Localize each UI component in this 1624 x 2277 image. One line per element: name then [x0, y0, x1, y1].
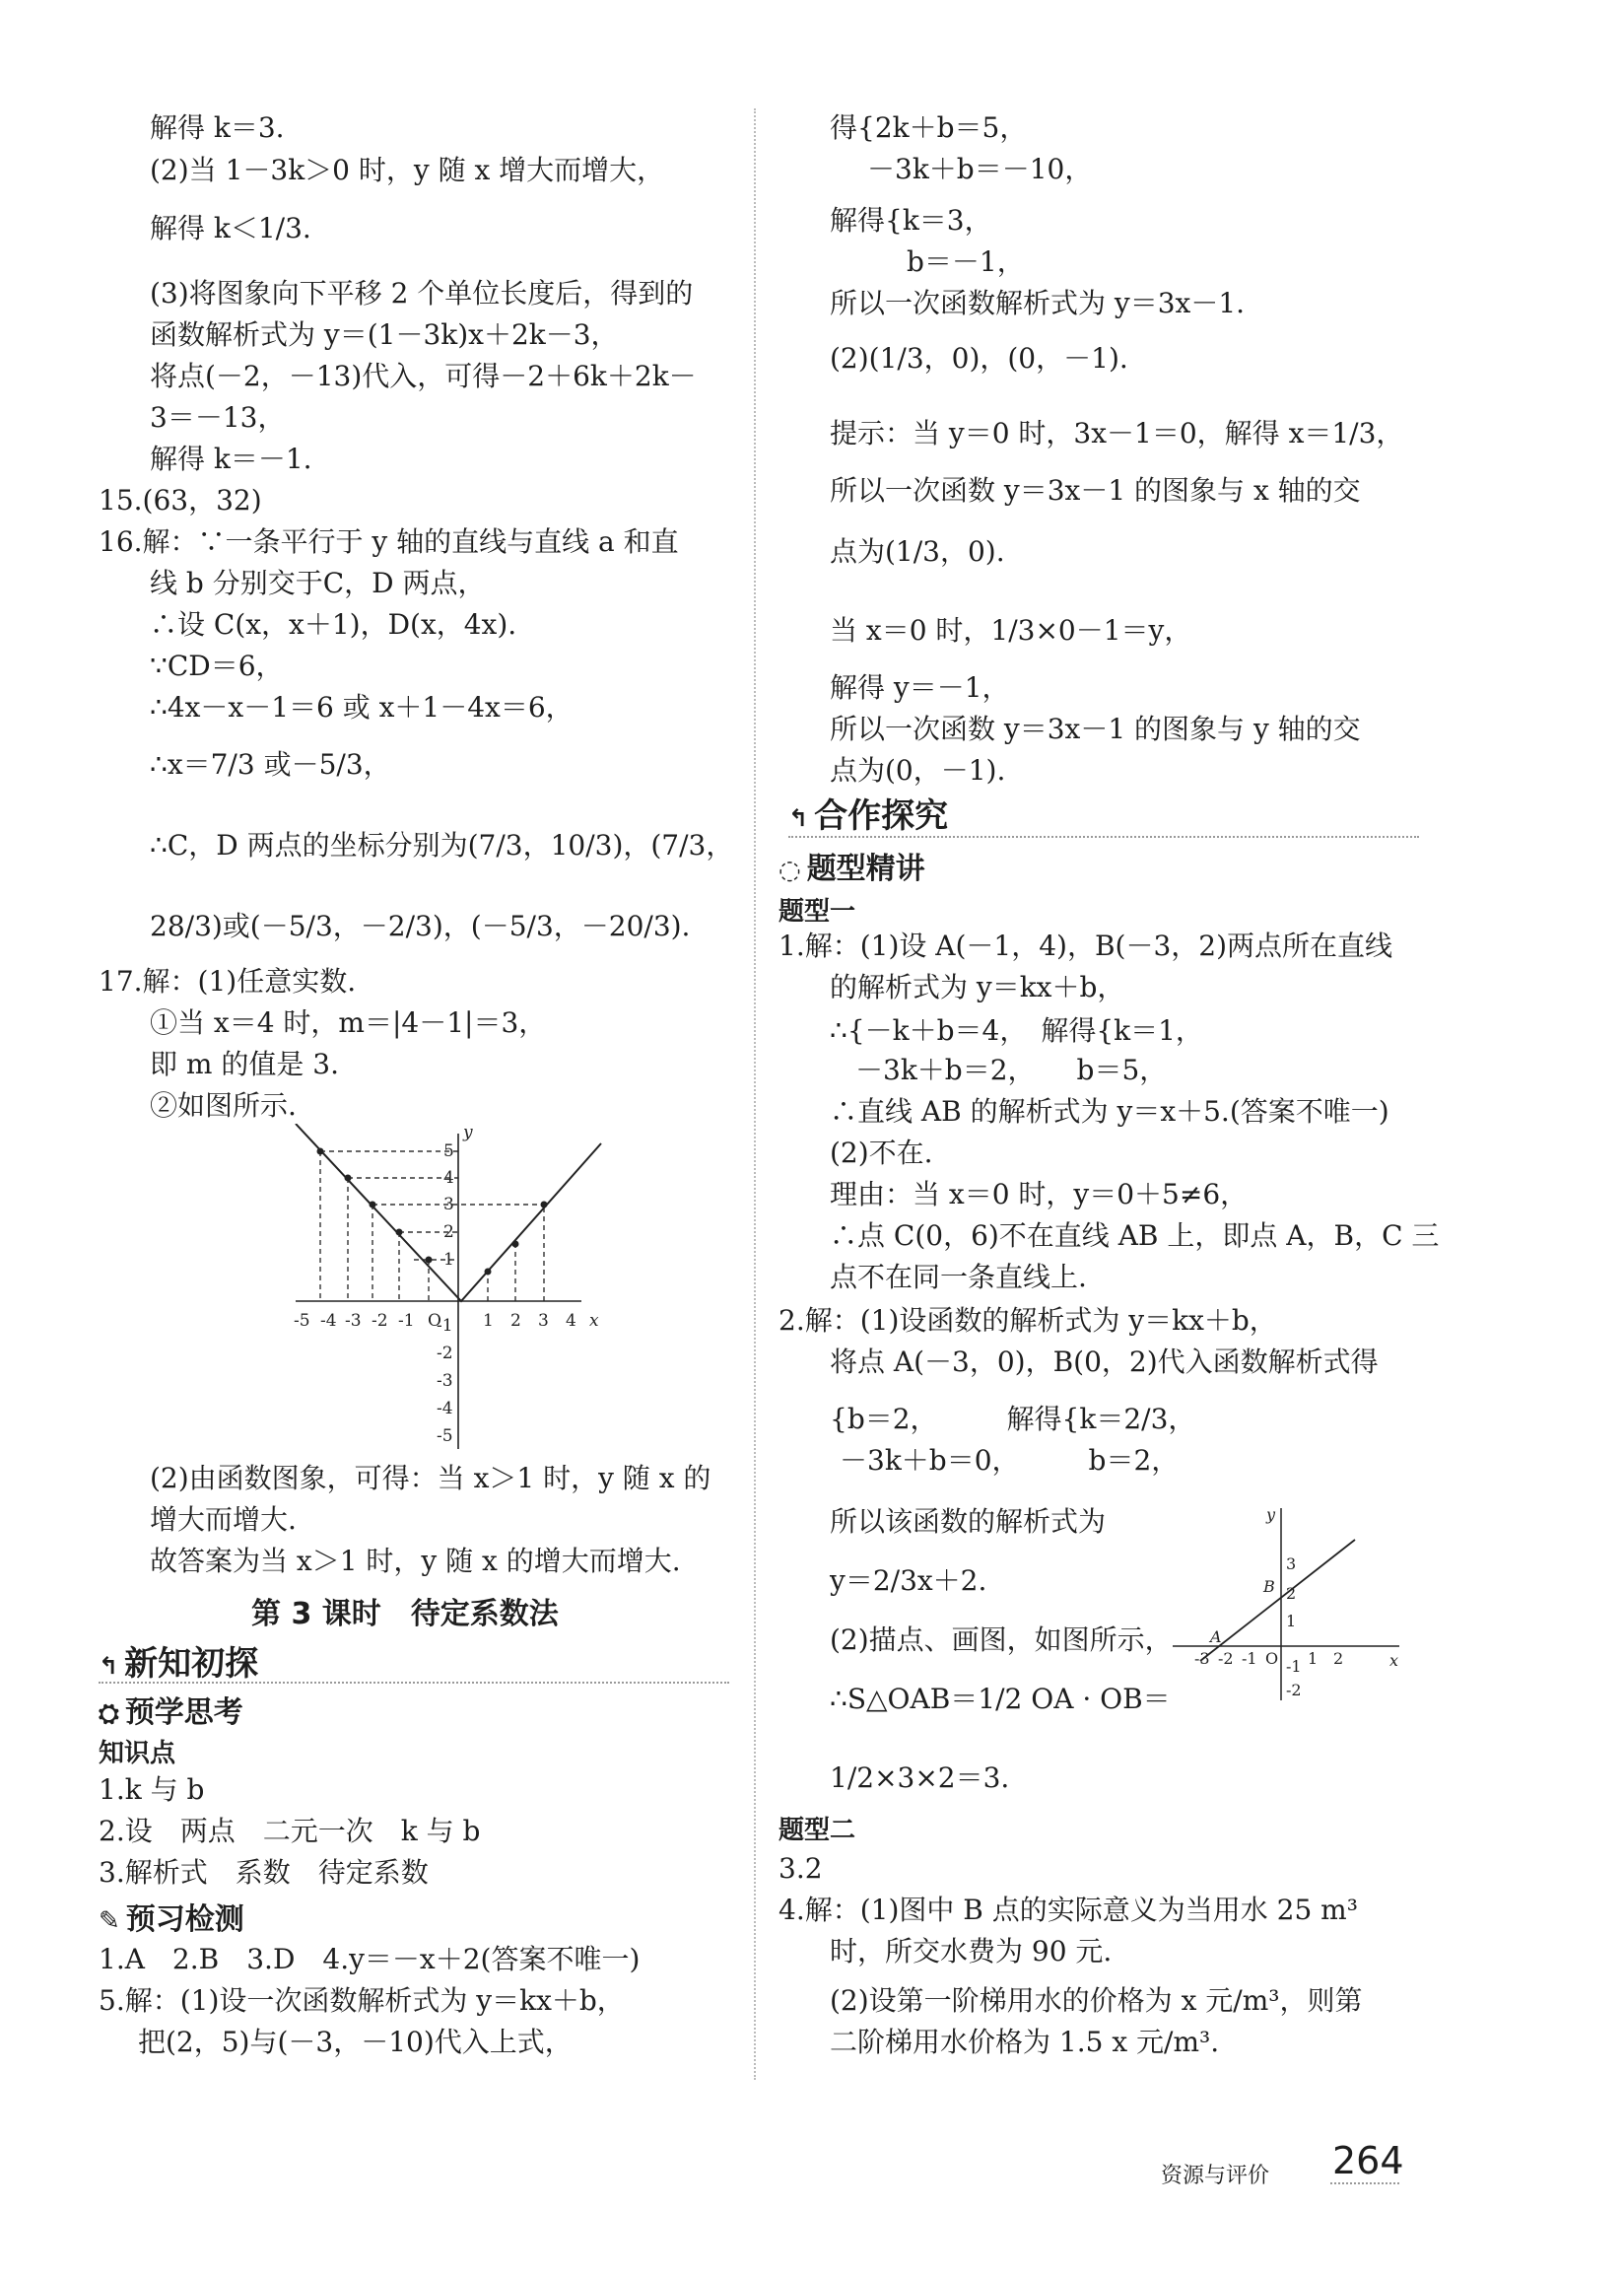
x-tick: -3	[1194, 1649, 1210, 1668]
y-tick: 1	[443, 1250, 454, 1270]
subsection-title: 预习检测	[125, 1902, 244, 1937]
text-line: －3k＋b＝－10，	[867, 153, 1093, 185]
text-line: 1.k 与 b	[99, 1773, 205, 1806]
text-line: 解得 y＝－1，	[830, 671, 1010, 704]
x-axis-label: x	[589, 1311, 599, 1331]
text-line: 所以一次函数 y＝3x－1 的图象与 y 轴的交	[830, 713, 1361, 745]
text-line: 提示：当 y＝0 时，3x－1＝0，解得 x＝1/3，	[830, 417, 1404, 449]
point-a-label: A	[1210, 1627, 1222, 1646]
text-line: (3)将图象向下平移 2 个单位长度后，得到的	[150, 277, 694, 310]
text-line: ∴S△OAB＝1/2 OA · OB＝	[830, 1683, 1171, 1715]
y-tick: 2	[1286, 1584, 1297, 1603]
text-line: 所以该函数的解析式为	[830, 1505, 1107, 1538]
text-line: ∴直线 AB 的解析式为 y＝x＋5.(答案不唯一)	[830, 1095, 1389, 1128]
text-line: 将点 A(－3，0)，B(0，2)代入函数解析式得	[830, 1346, 1379, 1378]
x-tick: 2	[510, 1311, 521, 1331]
lesson-title: 第 3 课时 待定系数法	[251, 1597, 559, 1631]
text-line: 理由：当 x＝0 时，y＝0＋5≠6，	[830, 1178, 1249, 1210]
text-line: ∵CD＝6，	[150, 650, 284, 682]
text-line: 二阶梯用水价格为 1.5 x 元/m³.	[830, 2026, 1220, 2058]
pencil-icon: ✎	[99, 1906, 120, 1936]
text-line: (2)由函数图象，可得：当 x＞1 时，y 随 x 的	[150, 1462, 711, 1494]
subsection-title: 预学思考	[124, 1695, 243, 1730]
subsection-preview	[99, 1688, 243, 1731]
text-line: ∴C，D 两点的坐标分别为(7/3，10/3)，(7/3，	[150, 829, 734, 862]
text-line: 的解析式为 y＝kx＋b，	[830, 971, 1125, 1003]
y-tick: -1	[437, 1316, 453, 1336]
text-line: 解得 k＜1/3.	[150, 212, 311, 244]
text-line: 3.解析式 系数 待定系数	[99, 1856, 429, 1889]
abs-value-graph	[276, 1124, 710, 1459]
text-line: 点不在同一条直线上.	[830, 1261, 1087, 1293]
text-line: b＝－1，	[907, 245, 1025, 278]
text-line: 时，所交水费为 90 元.	[830, 1935, 1113, 1967]
text-line: y＝2/3x＋2.	[830, 1564, 987, 1597]
text-line: {b＝2， 解得{k＝2/3，	[830, 1403, 1196, 1435]
y-tick: -5	[437, 1426, 453, 1446]
swirl-icon: ◌	[778, 856, 801, 885]
answer-16: 16.解：∵一条平行于 y 轴的直线与直线 a 和直	[99, 525, 679, 558]
text-line: ∴{－k＋b＝4， 解得{k＝1，	[830, 1014, 1203, 1047]
section-new-knowledge: ↰ 新知初探	[99, 1644, 259, 1684]
y-tick: 1	[1286, 1612, 1297, 1630]
section-title: 合作探究	[814, 796, 949, 836]
text-line: 解得 k＝3.	[150, 111, 285, 144]
text-line: 1/2×3×2＝3.	[830, 1761, 1010, 1794]
y-tick: 2	[443, 1222, 454, 1242]
text-line: 解得{k＝3，	[830, 204, 992, 237]
x-tick: -4	[320, 1311, 337, 1331]
text-line: (2)不在.	[830, 1137, 933, 1169]
text-line: 1.解：(1)设 A(－1，4)，B(－3，2)两点所在直线	[778, 930, 1393, 962]
text-line: ∴4x－x－1＝6 或 x＋1－4x＝6，	[150, 691, 574, 724]
text-line: 1.A 2.B 3.D 4.y＝－x＋2(答案不唯一)	[99, 1943, 641, 1975]
x-tick: -1	[398, 1311, 415, 1331]
text-line: －3k＋b＝2， b＝5，	[855, 1054, 1168, 1086]
text-line: 得{2k＋b＝5，	[830, 111, 1028, 144]
text-line: ∴x＝7/3 或－5/3，	[150, 748, 391, 781]
text-line: 5.解：(1)设一次函数解析式为 y＝kx＋b，	[99, 1984, 625, 2017]
text-line: (2)(1/3，0)，(0，－1).	[830, 342, 1128, 375]
y-tick: -2	[437, 1344, 453, 1363]
answer-17: 17.解：(1)任意实数.	[99, 965, 357, 998]
x-tick: -1	[1242, 1649, 1257, 1668]
text-line: 点为(0，－1).	[830, 754, 1006, 787]
text-line: 3.2	[778, 1852, 823, 1885]
text-line: (2)描点、画图，如图所示，	[830, 1623, 1173, 1656]
subsection-check	[99, 1895, 244, 1938]
answer-15: 15.(63，32)	[99, 484, 262, 517]
page-number: 264	[1332, 2139, 1404, 2182]
text-line: 即 m 的值是 3.	[150, 1048, 339, 1080]
x-tick: 4	[566, 1311, 576, 1331]
text-line: ②如图所示.	[150, 1089, 297, 1122]
text-line: 函数解析式为 y＝(1－3k)x＋2k－3，	[150, 318, 619, 351]
text-line: 把(2，5)与(－3，－10)代入上式，	[138, 2026, 573, 2058]
text-line: 4.解：(1)图中 B 点的实际意义为当用水 25 m³	[778, 1894, 1358, 1926]
text-line: 点为(1/3，0).	[830, 535, 1005, 568]
text-line: 所以一次函数 y＝3x－1 的图象与 x 轴的交	[830, 474, 1361, 507]
column-divider	[754, 108, 756, 2080]
y-tick: 4	[443, 1168, 454, 1188]
x-tick: -2	[372, 1311, 388, 1331]
section-cooperation: ↰ 合作探究	[788, 796, 949, 836]
text-line: (2)当 1－3k＞0 时，y 随 x 增大而增大，	[150, 154, 665, 186]
text-line: 增大而增大.	[150, 1503, 297, 1536]
text-line: 2.设 两点 二元一次 k 与 b	[99, 1815, 481, 1847]
text-line: 3＝－13，	[150, 401, 286, 434]
text-line: 2.解：(1)设函数的解析式为 y＝kx＋b，	[778, 1304, 1277, 1337]
y-tick: -3	[437, 1371, 453, 1391]
x-tick: -2	[1218, 1649, 1234, 1668]
text-line: 故答案为当 x＞1 时，y 随 x 的增大而增大.	[150, 1545, 681, 1577]
y-tick: -2	[1286, 1681, 1302, 1699]
text-line: 28/3)或(－5/3，－2/3)，(－5/3，－20/3).	[150, 910, 691, 942]
text-line: ①当 x＝4 时，m＝|4－1|＝3，	[150, 1006, 547, 1039]
footer-label: 资源与评价	[1161, 2164, 1270, 2188]
x-tick: -5	[294, 1311, 310, 1331]
x-tick: 2	[1333, 1649, 1344, 1668]
y-tick: 5	[443, 1141, 454, 1161]
subsection-title: 题型精讲	[806, 852, 925, 886]
y-axis-label: y	[1266, 1505, 1276, 1524]
subsection-topics	[778, 844, 925, 887]
text-line: 当 x＝0 时，1/3×0－1＝y，	[830, 614, 1192, 647]
text-line: 所以一次函数解析式为 y＝3x－1.	[830, 287, 1246, 319]
text-line: 线 b 分别交于C，D 两点，	[150, 567, 486, 599]
text-line: －3k＋b＝0， b＝2，	[840, 1444, 1180, 1477]
x-axis-label: x	[1389, 1651, 1399, 1670]
x-tick: 3	[538, 1311, 549, 1331]
text-line: 解得 k＝－1.	[150, 443, 312, 475]
x-tick: O	[1265, 1649, 1279, 1668]
y-tick: -1	[1286, 1657, 1302, 1676]
knowledge-point-label: 知识点	[99, 1739, 176, 1768]
footer-rule	[1330, 2182, 1399, 2184]
section-divider	[788, 836, 1419, 838]
thinking-icon: ⛭	[99, 1699, 119, 1729]
x-tick: O	[428, 1311, 441, 1331]
section-divider	[99, 1682, 729, 1684]
x-tick: 1	[483, 1311, 494, 1331]
y-tick: 3	[443, 1195, 454, 1214]
text-line: 将点(－2，－13)代入，可得－2＋6k＋2k－	[150, 360, 697, 392]
type-two-label: 题型二	[778, 1816, 856, 1845]
y-axis-label: y	[463, 1124, 473, 1142]
text-line: ∴设 C(x，x＋1)，D(x，4x).	[150, 608, 517, 641]
type-one-label: 题型一	[778, 897, 856, 927]
y-tick: -4	[437, 1399, 453, 1418]
point-b-label: B	[1263, 1577, 1275, 1596]
linear-function-graph	[1173, 1498, 1409, 1705]
x-tick: -3	[345, 1311, 362, 1331]
y-tick: 3	[1286, 1554, 1297, 1573]
text-line: (2)设第一阶梯用水的价格为 x 元/m³，则第	[830, 1984, 1363, 2017]
section-title: 新知初探	[124, 1644, 259, 1684]
text-line: ∴点 C(0，6)不在直线 AB 上，即点 A，B，C 三	[830, 1219, 1440, 1252]
x-tick: 1	[1308, 1649, 1319, 1668]
